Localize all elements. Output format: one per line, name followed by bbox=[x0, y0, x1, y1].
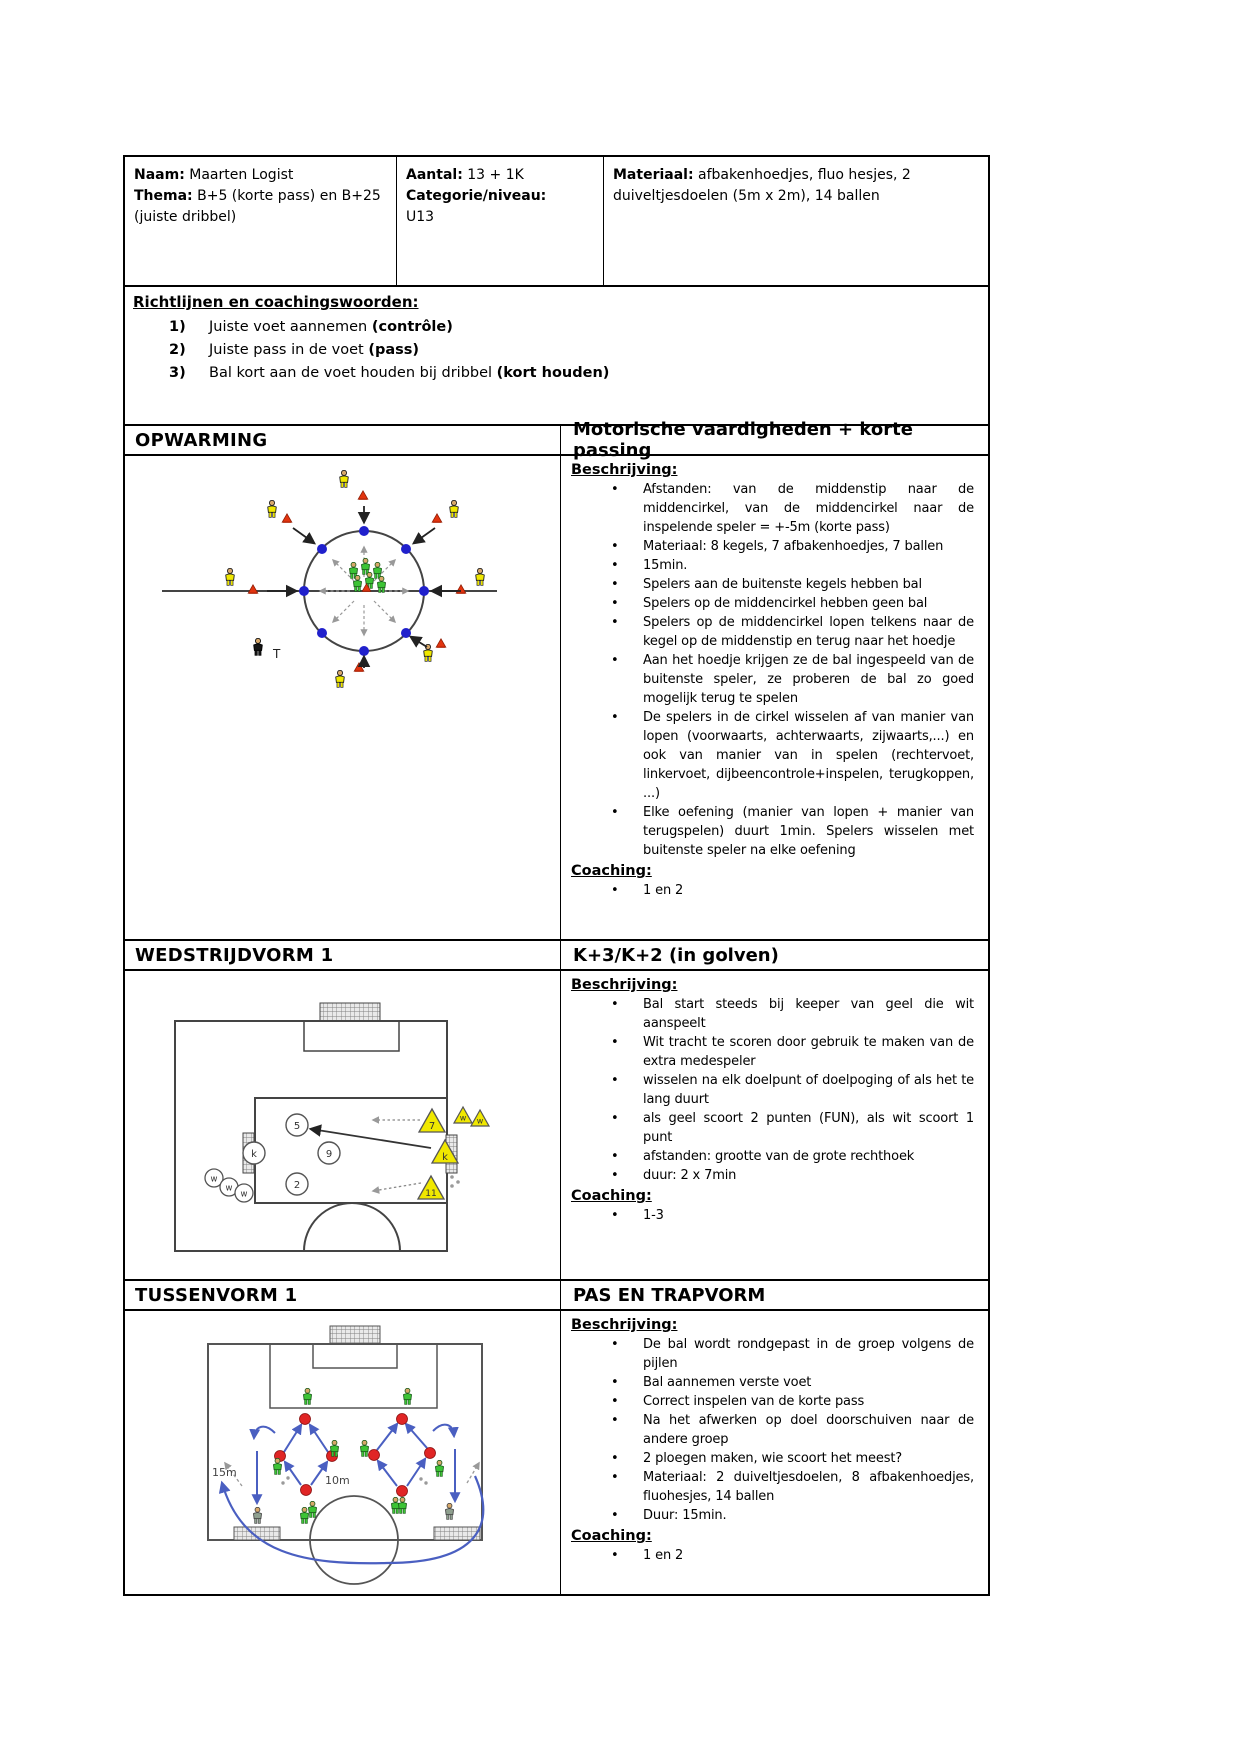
coaching-bullet: • 1-3 bbox=[571, 1206, 974, 1225]
playing-zone bbox=[255, 1098, 447, 1203]
green-player-icon bbox=[373, 562, 381, 578]
goal bbox=[320, 1003, 380, 1021]
coaching-label: Coaching bbox=[571, 1188, 646, 1204]
section-opwarming bbox=[125, 419, 988, 941]
description-bullet: • De bal wordt rondgepast in de groep volgens de pijlen bbox=[571, 1335, 974, 1373]
name-theme-cell bbox=[125, 157, 397, 285]
beschrijving-label: Beschrijving bbox=[571, 977, 672, 993]
wedstrijdvorm-diagram bbox=[125, 971, 561, 1277]
green-player-icon bbox=[353, 575, 361, 591]
opwarming-diagram-cell bbox=[125, 456, 561, 939]
white-player-2: 2 bbox=[293, 1180, 301, 1191]
name-label: Naam: bbox=[134, 167, 185, 183]
theme-line bbox=[134, 186, 387, 228]
green-player-icon bbox=[403, 1388, 411, 1404]
material-cell bbox=[604, 157, 988, 285]
guidelines-row bbox=[125, 287, 988, 426]
description-bullet: • Aan het hoedje krijgen ze de bal ingespeeld van de buitenste speler, ze proberen de bal zo goed mogelijk terug te spelen bbox=[571, 651, 974, 708]
description-bullet: • Materiaal: 8 kegels, 7 afbakenhoedjes, 7 ballen bbox=[571, 537, 974, 556]
guidelines-list bbox=[133, 316, 980, 385]
beschrijving-label: Beschrijving bbox=[571, 1317, 672, 1333]
trainer-label: T bbox=[273, 647, 281, 661]
category-label: Categorie/niveau: bbox=[406, 188, 547, 204]
balls-group bbox=[281, 1476, 427, 1484]
green-player-icon bbox=[303, 1388, 311, 1404]
cone-icon bbox=[436, 639, 446, 648]
coaching-label: Coaching bbox=[571, 863, 646, 879]
rotation-path bbox=[222, 1476, 483, 1563]
description-bullet: • De spelers in de cirkel wisselen af van manier van lopen (voorwaarts, achterwaarts, zijwaarts,...) en ook van manier van in spelen (rechtervoet, linkervoet, dijbeencontrole+inspelen, terugkoppen, ...) bbox=[571, 708, 974, 803]
wedstrijdvorm-coaching-list bbox=[571, 1206, 974, 1225]
white-team-group bbox=[205, 1114, 340, 1202]
beschrijving-label: Beschrijving bbox=[571, 462, 672, 478]
waiting-white-label: w bbox=[240, 1189, 248, 1200]
description-bullet: • Materiaal: 2 duiveltjesdoelen, 8 afbakenhoedjes, fluohesjes, 14 ballen bbox=[571, 1468, 974, 1506]
description-bullet: • Correct inspelen van de korte pass bbox=[571, 1392, 974, 1411]
description-bullet: • Elke oefening (manier van lopen + manier van terugspelen) duurt 1min. Spelers wisselen met buitenste speler na elke oefening bbox=[571, 803, 974, 860]
tussenvorm-diagram bbox=[125, 1311, 561, 1592]
colon: : bbox=[645, 863, 652, 879]
tussenvorm-diagram-cell bbox=[125, 1311, 561, 1594]
theme-value: B+5 (korte pass) en B+25 (juiste dribbel) bbox=[134, 188, 381, 225]
wedstrijdvorm-bullet-list bbox=[571, 995, 974, 1185]
description-bullet: • wisselen na elk doelpunt of doelpoging of als het te lang duurt bbox=[571, 1071, 974, 1109]
description-bullet: • 2 ploegen maken, wie scoort het meest? bbox=[571, 1449, 974, 1468]
pitch bbox=[175, 1021, 447, 1251]
colon: : bbox=[671, 1317, 678, 1333]
yellow-player-icon bbox=[268, 500, 277, 517]
cone-icon bbox=[282, 514, 292, 523]
tussenvorm-bullet-list bbox=[571, 1335, 974, 1525]
section-wedstrijdvorm-body bbox=[125, 971, 988, 1279]
goal bbox=[330, 1326, 380, 1344]
coaching-bullet: • 1 en 2 bbox=[571, 1546, 974, 1565]
green-player-icon bbox=[361, 558, 369, 574]
section-tussenvorm-header bbox=[125, 1281, 988, 1311]
opwarming-coaching-list bbox=[571, 881, 974, 900]
theme-label: Thema: bbox=[134, 188, 193, 204]
coaching-label: Coaching bbox=[571, 1528, 646, 1544]
colon: : bbox=[645, 1528, 652, 1544]
yellow-player-icon bbox=[340, 470, 349, 487]
green-player-icon bbox=[360, 1440, 368, 1456]
colon: : bbox=[671, 977, 678, 993]
pass-arrows-group bbox=[257, 1424, 455, 1503]
section-wedstrijdvorm-subtitle: K+3/K+2 (in golven) bbox=[573, 944, 779, 966]
guideline-item: 2) Juiste pass in de voet (pass) bbox=[169, 342, 419, 358]
colon: : bbox=[671, 462, 678, 478]
description-bullet: • Bal aannemen verste voet bbox=[571, 1373, 974, 1392]
coaching-bullet: • 1 en 2 bbox=[571, 881, 974, 900]
wedstrijdvorm-description-cell bbox=[561, 971, 988, 1279]
colon: : bbox=[645, 1188, 652, 1204]
description-bullet: • afstanden: grootte van de grote rechthoek bbox=[571, 1147, 974, 1166]
section-tussenvorm-body bbox=[125, 1311, 988, 1594]
category-label-line bbox=[406, 186, 594, 207]
turn-arrows-group bbox=[254, 1425, 454, 1438]
yellow-player-icon bbox=[424, 644, 433, 661]
section-wedstrijdvorm-header bbox=[125, 941, 988, 971]
waiting-white-label: w bbox=[225, 1183, 233, 1194]
description-bullet: • Spelers op de middencirkel hebben geen bal bbox=[571, 594, 974, 613]
opwarming-diagram bbox=[125, 456, 561, 711]
name-line bbox=[134, 165, 387, 186]
description-bullet: • Na het afwerken op doel doorschuiven naar de andere groep bbox=[571, 1411, 974, 1449]
goal-area bbox=[313, 1344, 397, 1368]
shooting-player-icon bbox=[445, 1503, 453, 1519]
white-player-5: 5 bbox=[293, 1121, 301, 1132]
description-bullet: • 15min. bbox=[571, 556, 974, 575]
cone-icon bbox=[358, 491, 368, 500]
balls-group bbox=[450, 1175, 460, 1188]
section-opwarming-title: OPWARMING bbox=[125, 426, 561, 454]
distance-15m-label: 15m bbox=[212, 1466, 237, 1479]
yellow-player-icon bbox=[336, 670, 345, 687]
guideline-item: 1) Juiste voet aannemen (contrôle) bbox=[169, 319, 453, 335]
cone-icon bbox=[354, 663, 364, 672]
category-value-line bbox=[406, 207, 594, 228]
dashed-arrows bbox=[373, 1120, 421, 1191]
section-opwarming-body bbox=[125, 456, 988, 939]
yellow-player-icon bbox=[226, 568, 235, 585]
yellow-player-11: 11 bbox=[425, 1189, 437, 1199]
waiting-yellow-label: w bbox=[459, 1113, 467, 1123]
section-wedstrijdvorm bbox=[125, 941, 988, 1281]
white-keeper-label: k bbox=[251, 1149, 257, 1160]
section-wedstrijdvorm-title: WEDSTRIJDVORM 1 bbox=[125, 941, 561, 969]
count-label: Aantal: bbox=[406, 167, 463, 183]
guidelines-title: Richtlijnen en coachingswoorden: bbox=[133, 293, 419, 311]
green-player-icon bbox=[435, 1460, 443, 1476]
waiting-white-label: w bbox=[210, 1174, 218, 1185]
material-value: afbakenhoedjes, fluo hesjes, 2 duiveltjesdoelen (5m x 2m), 14 ballen bbox=[613, 167, 911, 204]
section-tussenvorm-subtitle: PAS EN TRAPVORM bbox=[573, 1284, 766, 1306]
trainer-icon bbox=[254, 638, 263, 655]
centre-players-group bbox=[349, 558, 385, 592]
section-tussenvorm bbox=[125, 1281, 988, 1594]
description-bullet: • als geel scoort 2 punten (FUN), als wit scoort 1 punt bbox=[571, 1109, 974, 1147]
penalty-box bbox=[270, 1344, 437, 1408]
description-bullet: • Afstanden: van de middenstip naar de middencirkel, van de middencirkel naar de inspelende speler = +-5m (korte pass) bbox=[571, 480, 974, 537]
green-player-icon bbox=[398, 1497, 406, 1513]
material-label: Materiaal: bbox=[613, 167, 694, 183]
count-category-cell bbox=[397, 157, 604, 285]
section-opwarming-subtitle: Motorische vaardigheden + korte passing bbox=[573, 419, 913, 461]
yellow-player-7: 7 bbox=[428, 1121, 436, 1132]
description-bullet: • Duur: 15min. bbox=[571, 1506, 974, 1525]
green-player-icon bbox=[308, 1501, 316, 1517]
training-plan-table bbox=[123, 155, 990, 1596]
cone-icon bbox=[432, 514, 442, 523]
pitch bbox=[208, 1344, 482, 1540]
cone-icon bbox=[248, 585, 258, 594]
goal-area bbox=[304, 1021, 399, 1051]
white-player-9: 9 bbox=[325, 1149, 333, 1160]
opwarming-description-cell bbox=[561, 456, 988, 939]
green-player-icon bbox=[300, 1507, 308, 1523]
description-bullet: • duur: 2 x 7min bbox=[571, 1166, 974, 1185]
description-bullet: • Spelers aan de buitenste kegels hebben bal bbox=[571, 575, 974, 594]
cone-dots-group bbox=[275, 1414, 436, 1497]
section-tussenvorm-title: TUSSENVORM 1 bbox=[125, 1281, 561, 1309]
opwarming-bullet-list bbox=[571, 480, 974, 860]
category-value: U13 bbox=[406, 209, 435, 225]
name-value: Maarten Logist bbox=[189, 167, 294, 183]
count-value: 13 + 1K bbox=[467, 167, 524, 183]
description-bullet: • Spelers op de middencirkel lopen telkens naar de kegel op de middenstip en terug naar het hoedje bbox=[571, 613, 974, 651]
material-line bbox=[613, 165, 979, 207]
distance-10m-label: 10m bbox=[325, 1474, 350, 1487]
description-bullet: • Bal start steeds bij keeper van geel die wit aanspeelt bbox=[571, 995, 974, 1033]
cone-icon bbox=[456, 585, 466, 594]
wedstrijdvorm-diagram-cell bbox=[125, 971, 561, 1279]
guideline-item: 3) Bal kort aan de voet houden bij dribbel (kort houden) bbox=[169, 365, 610, 381]
tussenvorm-description-cell bbox=[561, 1311, 988, 1594]
yellow-keeper-label: k bbox=[442, 1152, 448, 1163]
centre-semicircle bbox=[304, 1203, 400, 1251]
section-opwarming-header bbox=[125, 419, 988, 461]
yellow-player-icon bbox=[450, 500, 459, 517]
description-bullet: • Wit tracht te scoren door gebruik te maken van de extra medespeler bbox=[571, 1033, 974, 1071]
shooting-player-icon bbox=[253, 1507, 261, 1523]
tussenvorm-coaching-list bbox=[571, 1546, 974, 1565]
info-header-row bbox=[125, 157, 988, 287]
count-line bbox=[406, 165, 594, 186]
green-player-icon bbox=[377, 576, 385, 592]
waiting-yellow-label: w bbox=[476, 1116, 484, 1126]
cone-icon bbox=[362, 584, 371, 592]
yellow-player-icon bbox=[476, 568, 485, 585]
green-player-icon bbox=[273, 1458, 281, 1474]
